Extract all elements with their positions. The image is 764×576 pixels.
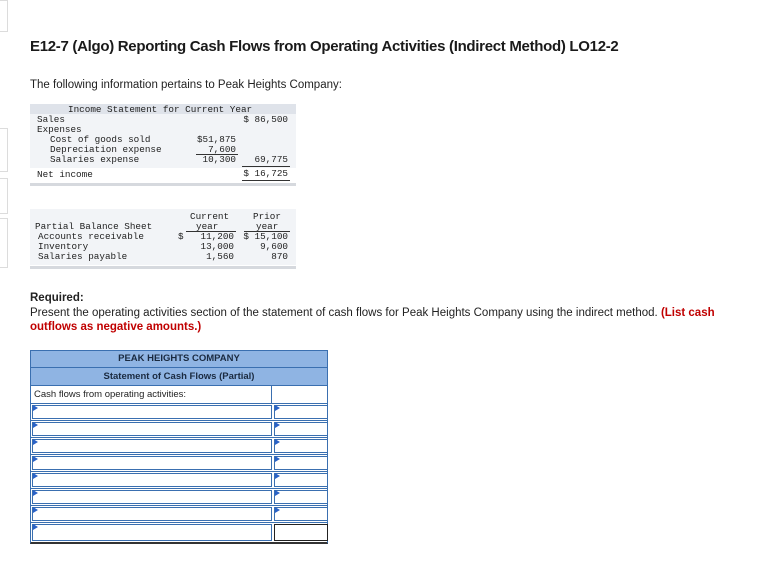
- required-emphasis: (List cash outflows as negative amounts.): [30, 307, 715, 333]
- dropdown-marker-icon: [275, 439, 280, 445]
- required-text: Present the operating activities section of the statement of cash flows for Peak Heights Company using the indirect method.: [30, 307, 658, 319]
- balance-sheet-heading: Partial Balance Sheet: [35, 221, 153, 232]
- dropdown-marker-icon: [275, 422, 280, 428]
- line-item-input[interactable]: [32, 405, 272, 419]
- bs-row-label: Inventory: [38, 241, 89, 252]
- net-income-label: Net income: [37, 169, 93, 180]
- page-title: E12-7 (Algo) Reporting Cash Flows from Operating Activities (Indirect Method) LO12-2: [30, 38, 619, 55]
- sales-value: $ 86,500: [243, 114, 288, 125]
- bs-prior-value: 9,600: [260, 241, 288, 252]
- bs-current-value: 13,000: [200, 241, 234, 252]
- net-income-value: $ 16,725: [243, 168, 288, 179]
- expense-label: Salaries expense: [50, 154, 140, 165]
- dropdown-marker-icon: [275, 456, 280, 462]
- column-header-current-year: year: [196, 221, 219, 232]
- operating-activities-label: Cash flows from operating activities:: [34, 389, 187, 400]
- worksheet-row: [30, 506, 328, 523]
- dropdown-marker-icon: [33, 456, 38, 462]
- dropdown-marker-icon: [33, 405, 38, 411]
- required-instructions: [30, 306, 736, 334]
- dropdown-marker-icon: [275, 507, 280, 513]
- dropdown-marker-icon: [33, 490, 38, 496]
- line-item-input[interactable]: [32, 507, 272, 521]
- dropdown-marker-icon: [275, 405, 280, 411]
- dropdown-marker-icon: [33, 507, 38, 513]
- amount-input[interactable]: [274, 473, 328, 487]
- amount-input[interactable]: [274, 490, 328, 504]
- required-heading: Required:: [30, 292, 84, 304]
- bs-dollar-sign: $: [178, 231, 184, 242]
- worksheet-row: [30, 404, 328, 421]
- dropdown-marker-icon: [33, 422, 38, 428]
- left-rail-tab: [0, 0, 8, 32]
- worksheet-statement-title: Statement of Cash Flows (Partial): [30, 368, 328, 386]
- expense-value: 10,300: [202, 154, 236, 165]
- left-rail-tab: [0, 128, 8, 172]
- worksheet-row: [30, 455, 328, 472]
- expense-label: Depreciation expense: [50, 144, 162, 155]
- line-item-input[interactable]: [32, 422, 272, 436]
- left-rail-tab: [0, 178, 8, 214]
- bs-prior-value: $ 15,100: [243, 231, 288, 242]
- worksheet-row: [30, 489, 328, 506]
- worksheet-row-total: [30, 523, 328, 544]
- dropdown-marker-icon: [33, 439, 38, 445]
- total-expenses-value: 69,775: [254, 154, 288, 165]
- dropdown-marker-icon: [33, 524, 38, 530]
- line-item-input[interactable]: [32, 456, 272, 470]
- expense-label: Cost of goods sold: [50, 134, 151, 145]
- income-statement-heading: Income Statement for Current Year: [68, 104, 253, 115]
- amount-input[interactable]: [274, 456, 328, 470]
- amount-input[interactable]: [274, 439, 328, 453]
- column-header-prior: Prior: [253, 211, 281, 222]
- line-item-input[interactable]: [32, 439, 272, 453]
- left-rail-tab: [0, 218, 8, 268]
- intro-text: The following information pertains to Peak Heights Company:: [30, 79, 342, 91]
- expenses-label: Expenses: [37, 124, 82, 135]
- line-item-input[interactable]: [32, 490, 272, 504]
- line-item-input[interactable]: [32, 473, 272, 487]
- worksheet-row: [30, 472, 328, 489]
- dropdown-marker-icon: [275, 473, 280, 479]
- sales-label: Sales: [37, 114, 65, 125]
- dropdown-marker-icon: [275, 490, 280, 496]
- expense-value: $51,875: [196, 134, 236, 145]
- bs-row-label: Accounts receivable: [38, 231, 145, 242]
- expense-value: 7,600: [208, 144, 236, 155]
- dropdown-marker-icon: [33, 473, 38, 479]
- line-item-input[interactable]: [32, 524, 272, 541]
- amount-input[interactable]: [274, 405, 328, 419]
- worksheet-row: [30, 438, 328, 455]
- bs-prior-value: 870: [271, 251, 288, 262]
- worksheet-row: [30, 421, 328, 438]
- column-header-prior-year: year: [256, 221, 279, 232]
- bs-current-value: 11,200: [200, 231, 234, 242]
- column-header-current: Current: [190, 211, 230, 222]
- total-amount-input[interactable]: [274, 524, 328, 541]
- worksheet-company-name: PEAK HEIGHTS COMPANY: [30, 350, 328, 368]
- cash-flow-worksheet: [30, 350, 328, 544]
- amount-input[interactable]: [274, 507, 328, 521]
- bs-row-label: Salaries payable: [38, 251, 128, 262]
- amount-input[interactable]: [274, 422, 328, 436]
- worksheet-row-heading: [30, 386, 328, 404]
- bs-current-value: 1,560: [206, 251, 234, 262]
